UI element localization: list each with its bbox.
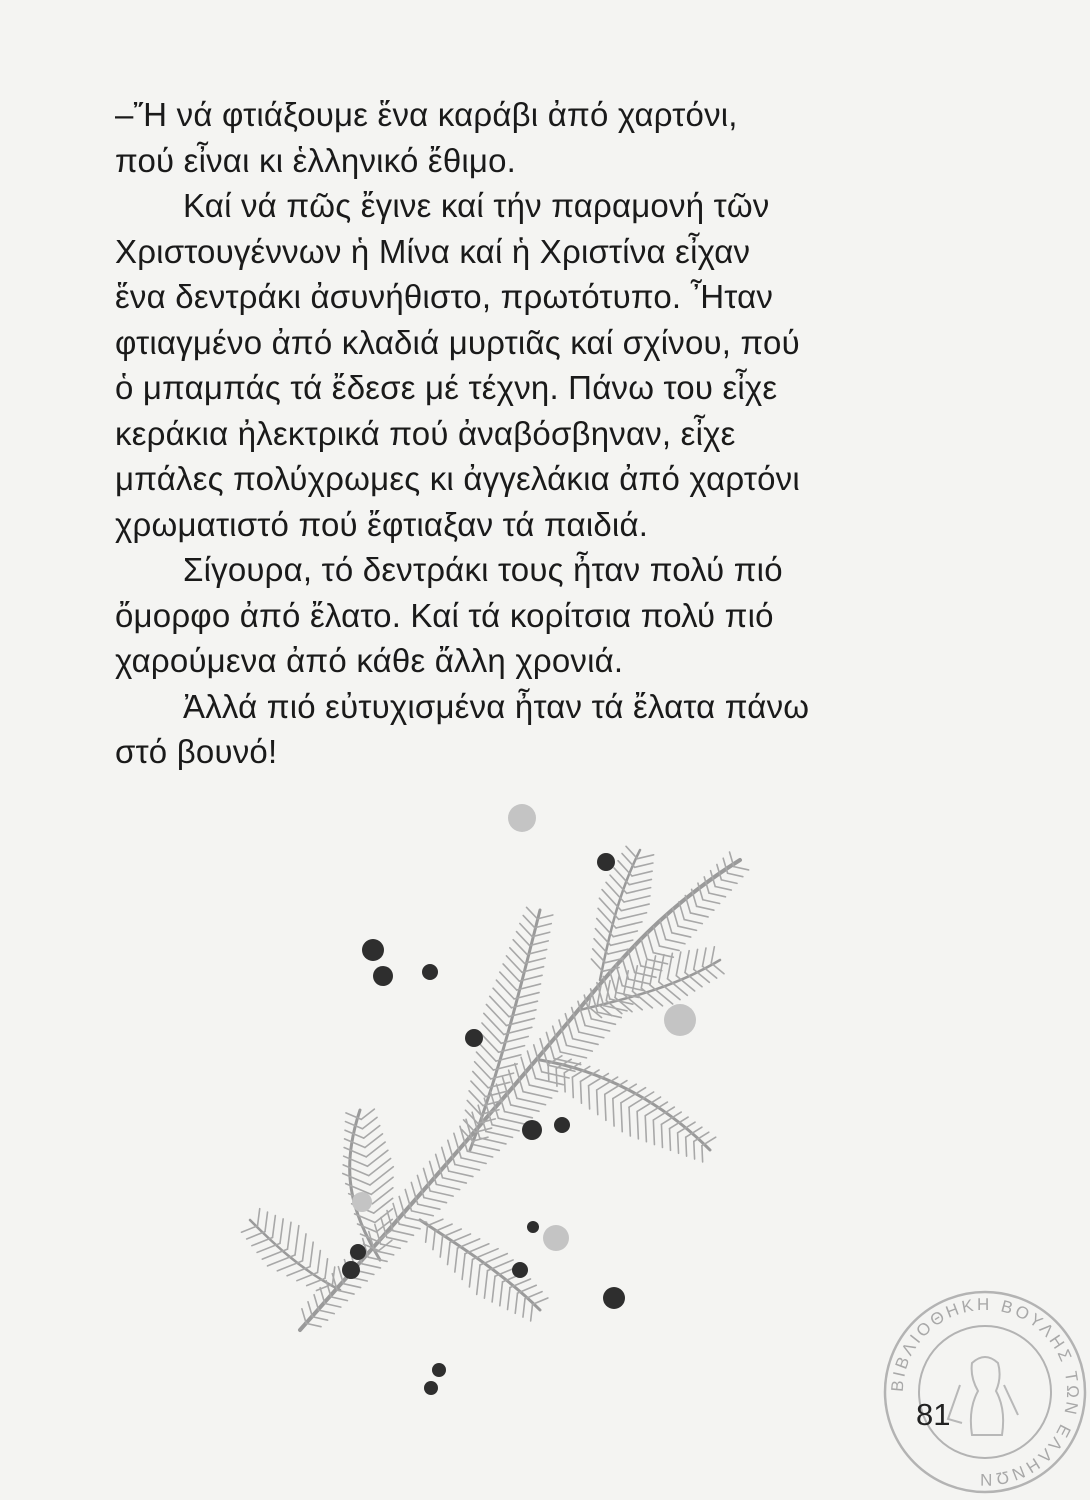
text-line: πού εἶναι κι ἑλληνικό ἔθιμο.	[115, 141, 517, 179]
paragraph-1	[115, 92, 955, 183]
stamp-lettering: ΒΙΒΛΙΟΘΗΚΗ ΒΟΥΛΗΣ ΤΩΝ ΕΛΛΗΝΩΝ	[887, 1294, 1083, 1490]
text-line: φτιαγμένο ἀπό κλαδιά μυρτιᾶς καί σχίνου, πού	[115, 323, 800, 361]
page-number: 81	[916, 1397, 951, 1432]
text-line: Σίγουρα, τό δεντράκι τους ἦταν πολύ πιό	[183, 551, 783, 588]
text-line: Καί νά πῶς ἔγινε καί τήν παραμονή τῶν	[183, 187, 770, 224]
pine-branch-illustration	[240, 770, 800, 1360]
paragraph-3	[115, 547, 955, 684]
text-line: μπάλες πολύχρωμες κι ἀγγελάκια ἀπό χαρτόνι	[115, 460, 800, 497]
paragraph-4	[115, 684, 955, 775]
text-line: –Ἤ νά φτιάξουμε ἕνα καράβι ἀπό χαρτόνι,	[115, 96, 738, 133]
text-line: ὁ μπαμπάς τά ἔδεσε μέ τέχνη. Πάνω του εἶχε	[115, 369, 778, 406]
text-line: κεράκια ἠλεκτρικά πού ἀναβόσβηναν, εἶχε	[115, 414, 736, 452]
story-text	[115, 92, 955, 775]
text-line: χαρούμενα ἀπό κάθε ἄλλη χρονιά.	[115, 642, 624, 679]
library-stamp	[880, 1285, 1090, 1500]
text-line: ἕνα δεντράκι ἀσυνήθιστο, πρωτότυπο. Ἦταν	[115, 278, 774, 315]
text-line: Ἀλλά πιό εὐτυχισμένα ἦταν τά ἔλατα πάνω	[183, 687, 810, 725]
svg-text:ΒΙΒΛΙΟΘΗΚΗ ΒΟΥΛΗΣ ΤΩΝ ΕΛΛΗΝΩΝ	[888, 1295, 1082, 1489]
text-line: ὄμορφο ἀπό ἔλατο. Καί τά κορίτσια πολύ πιό	[115, 596, 774, 634]
text-line: χρωματιστό πού ἔφτιαξαν τά παιδιά.	[115, 505, 649, 543]
text-line: στό βουνό!	[115, 733, 278, 770]
text-line: Χριστουγέννων ἡ Μίνα καί ἡ Χριστίνα εἶχαν	[115, 232, 751, 270]
paragraph-2	[115, 183, 955, 547]
